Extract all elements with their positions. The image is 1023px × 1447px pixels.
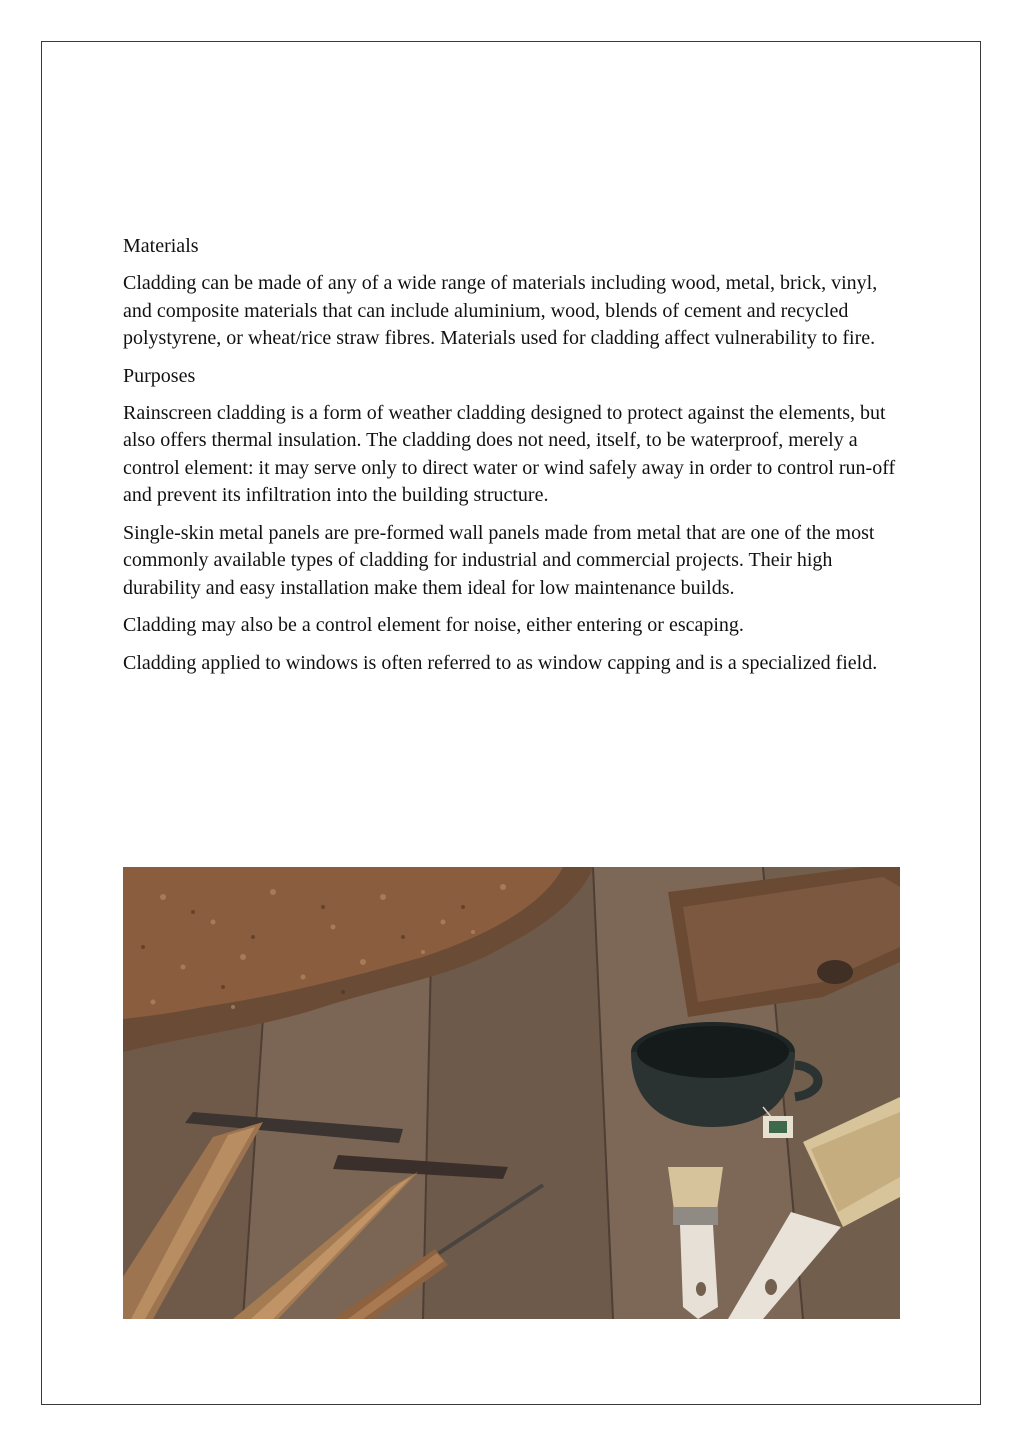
section-heading-materials: Materials [123,235,199,257]
paragraph-rainscreen: Rainscreen cladding is a form of weather cladding designed to protect against the elements, but also offers thermal insulation. The cladding does not need, itself, to be waterproof, merely a control element: it may serve only to direct water or wind safely away in order to control run-off and prevent its infiltration into the building structure. [123,401,896,506]
section-heading-purposes: Purposes [123,364,196,387]
paragraph-materials: Cladding can be made of any of a wide range of materials including wood, metal, brick, vinyl, and composite materials that can include aluminium, wood, blends of cement and recycled polystyrene, or wheat/rice straw fibres. Materials used for cladding affect vulnerability to fire. [123,272,878,349]
workshop-tools-illustration [123,867,900,1319]
paragraph-window-capping: Cladding applied to windows is often referred to as window capping and is a specialized field. [123,651,878,674]
paragraph-noise: Cladding may also be a control element for noise, either entering or escaping. [123,614,744,636]
workshop-tools-photo [123,867,900,1319]
document-body [123,233,903,687]
paragraph-metal-panels: Single-skin metal panels are pre-formed wall panels made from metal that are one of the most commonly available types of cladding for industrial and commercial projects. Their high durability and easy installation make them ideal for low maintenance builds. [123,521,875,599]
